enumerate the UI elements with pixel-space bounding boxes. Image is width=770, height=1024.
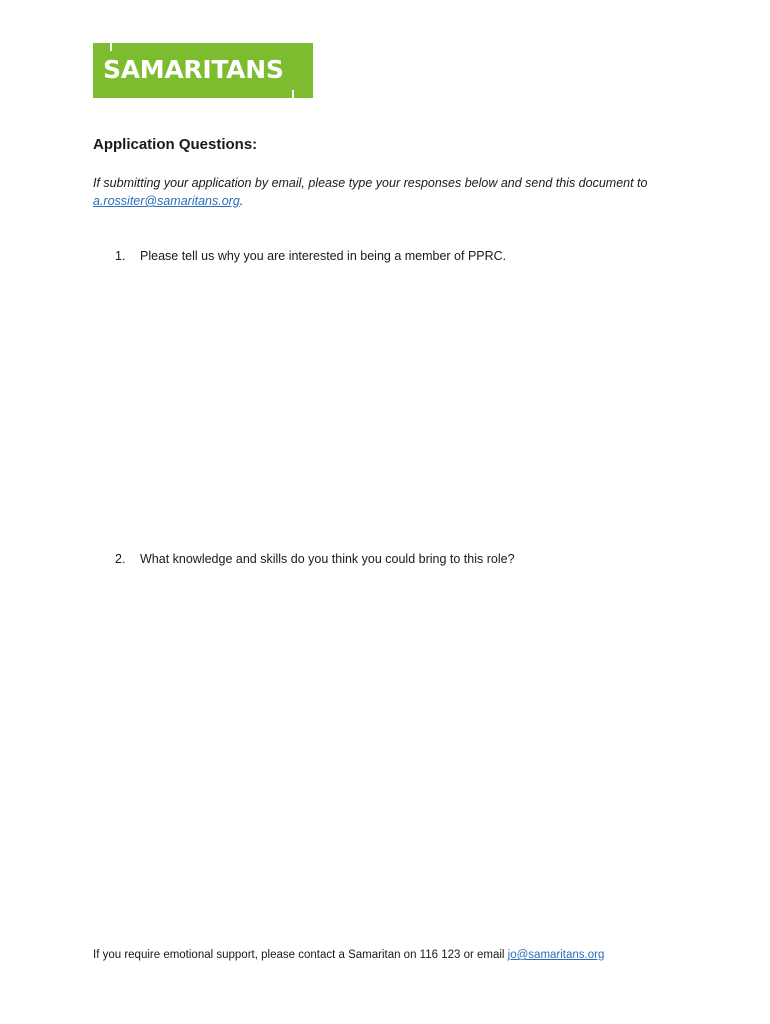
logo-tick-top bbox=[110, 43, 112, 51]
question-2 bbox=[115, 552, 515, 566]
intro-paragraph bbox=[93, 174, 673, 210]
page-heading: Application Questions: bbox=[93, 136, 258, 153]
contact-email-link[interactable]: a.rossiter@samaritans.org bbox=[93, 194, 240, 208]
logo-tick-bottom bbox=[292, 90, 294, 98]
samaritans-logo bbox=[93, 43, 313, 98]
intro-text: If submitting your application by email, please type your responses below and send this document to bbox=[93, 176, 648, 190]
intro-text-end: . bbox=[239, 194, 244, 208]
question-1 bbox=[115, 249, 506, 263]
footer bbox=[93, 949, 604, 961]
support-email-link[interactable]: jo@samaritans.org bbox=[507, 949, 605, 961]
question-number: 2. bbox=[115, 552, 126, 566]
question-number: 1. bbox=[115, 249, 126, 263]
question-text: What knowledge and skills do you think you could bring to this role? bbox=[140, 552, 515, 566]
footer-text: If you require emotional support, please contact a Samaritan on 116 123 or email bbox=[93, 949, 508, 961]
question-text: Please tell us why you are interested in being a member of PPRC. bbox=[140, 249, 507, 263]
logo-text: SAMARITANS bbox=[103, 55, 284, 84]
